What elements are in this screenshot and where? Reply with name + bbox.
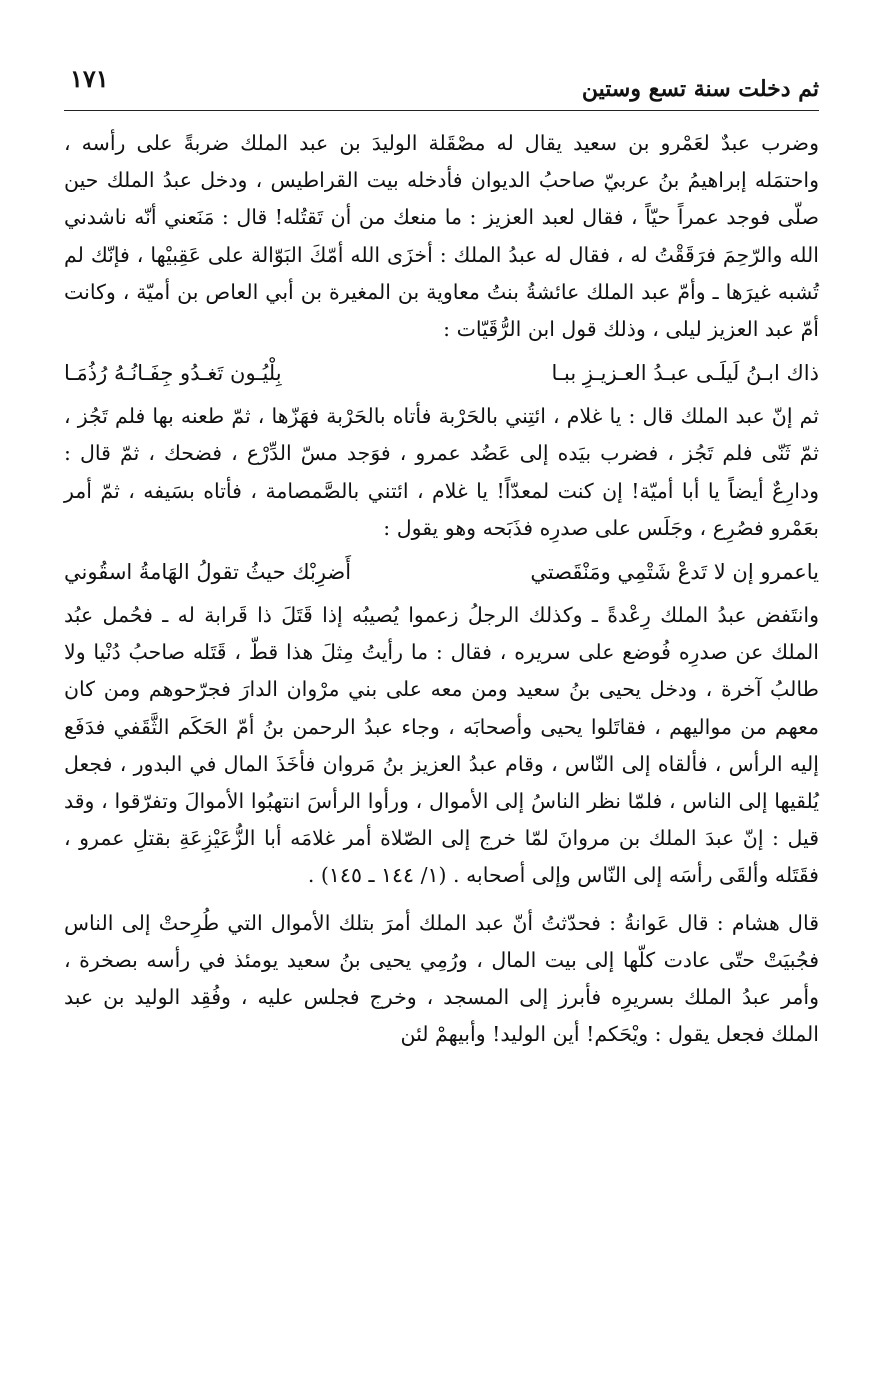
paragraph-3: وانتَفض عبدُ الملك رِعْدةً ـ وكذلك الرجلُ زعموا يُصيبُه إذا قَتَلَ ذا قَرابة له ـ فحُمل عبُد الملك عن صدرِه فُوضع على سريره ، فقال : ما رأيتُ مِثلَ هذا قطّ ، قَتَله صاحبُ دُنْيا ولا طالبُ آخرة ، ودخل يحيى بنُ سعيد ومن معه على بني مرْوان الدارَ فجرّحوهم ومن كان معهم من مواليهم ، فقاتَلوا يحيى وأصحابَه ، وجاء عبدُ الرحمن بنُ أمّ الحَكَم الثَّقَفي فدَفَع إليه الرأس ، فألقاه إلى النّاس ، وقام عبدُ العزيز بنُ مَروان فأخَذَ المال في البدور ، فجعل يُلقيها إلى الناس ، فلمّا نظر الناسُ إلى الأموال ، ورأوا الرأسَ انتهبُوا الأموالَ وتفرّقوا ، وقد قيل : إنّ عبدَ الملك بن مروانَ لمّا خرج إلى الصّلاة أمر غلامَه أبا الزُّعَيْزِعَةِ بقتلِ عمرو ، فقَتَله وألقَى رأسَه إلى النّاس وإلى أصحابه . (١/ ١٤٤ ـ ١٤٥) .: [64, 603, 819, 888]
page-body: [64, 125, 819, 1053]
verse-1-second-hemistich: بِلْيُـون تَغـدُو جِفَـانُـهُ رُذُمَـا: [64, 361, 282, 386]
page-number: ١٧١: [70, 64, 109, 93]
page-header: [64, 58, 819, 111]
verse-1: [64, 354, 819, 392]
paragraph-1: وضرب عبدٌ لعَمْرو بن سعيد يقال له مصْقَلة الوليدَ بن عبد الملك ضربةً على رأسه ، واحتمَله إبراهيمُ بنُ عربيّ صاحبُ الديوان فأدخله بيت القراطيس ، ودخل عبدُ الملك حين صلّى فوجد عمراً حيّاً ، فقال لعبد العزيز : ما منعك من أن تَقتُله! قال : مَنَعني أنّه ناشدني الله والرّحِمَ فرَقَقْتُ له ، فقال له عبدُ الملك : أخزَى الله أمّكَ البَوّالة على عَقِبيْها ، فإنّك لم تُشبه غيرَها ـ وأمّ عبد الملك عائشةُ بنتُ معاوية بن المغيرة بن أبي العاص بن أميّة ، وكانت أمّ عبد العزيز ليلى ، وذلك قول ابن الرُّقَيّات :: [64, 131, 819, 342]
paragraph-2: ثم إنّ عبد الملك قال : يا غلام ، ائتِني بالحَرْبة فأتاه بالحَرْبة فهَزّها ، ثمّ طعنه بها فلم تَجُز ، ثمّ ثَنّى فلم تَجُز ، فضرب بيَده إلى عَضُد عمرو ، فوَجد مسّ الدِّرْع ، فضحك ، ثمّ قال : ودارِعٌ أيضاً يا أبا أميّة! إن كنت لمعدّاً! يا غلام ، ائتني بالصَّمصامة ، فأتاه بسَيفه ، ثمّ أمر بعَمْرو فصُرِع ، وجَلَس على صدرِه فذَبَحه وهو يقول :: [64, 404, 819, 540]
book-page: [64, 58, 819, 1053]
verse-2-second-hemistich: أَضرِبْك حيثُ تقولُ الهَامةُ اسقُوني: [64, 560, 352, 585]
paragraph-4: قال هشام : قال عَوانةُ : فحدّثتُ أنّ عبد الملك أمرَ بتلك الأموال التي طُرِحتْ إلى الناس فجُبيَتْ حتّى عادت كلّها إلى بيت المال ، ورُمِي يحيى بنُ سعيد يومئذ في رأسه بصخرة ، وأمر عبدُ الملك بسريرِه فأبرز إلى المسجد ، وخرج فجلس عليه ، وفُقِد الوليد بن عبد الملك فجعل يقول : ويْحَكم! أين الوليد! وأبيهمْ لئن: [64, 910, 819, 1047]
running-title: ثم دخلت سنة تسع وستين: [581, 76, 819, 102]
verse-2-first-hemistich: ياعمرو إن لا تَدعْ شَتْمِي ومَنْقَصتي: [530, 560, 819, 585]
verse-1-first-hemistich: ذاك ابـنُ لَيلَـى عبـدُ العـزيـزِ ببـا: [551, 361, 819, 386]
verse-2: [64, 553, 819, 591]
